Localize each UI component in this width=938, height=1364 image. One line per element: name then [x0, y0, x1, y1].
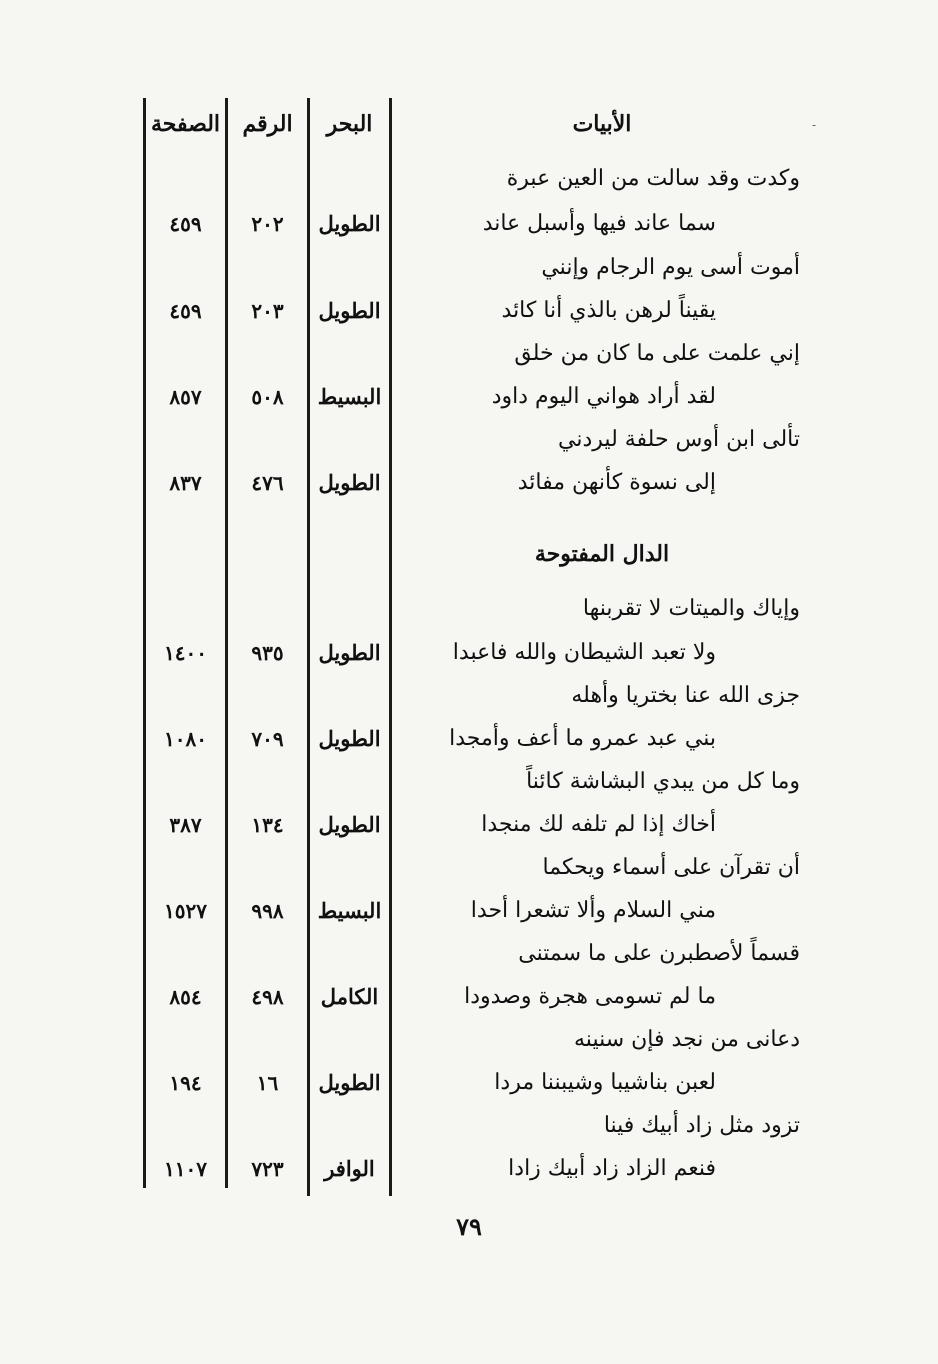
verse-line-first: أن تقرآن على أسماء ويحكما [542, 855, 800, 880]
verse-line-first: وإياك والميتات لا تقربنها [582, 596, 800, 621]
raqm-cell: ٢٠٢ [251, 212, 284, 236]
safha-cell: ١١٠٧ [164, 1157, 207, 1181]
header-bahr: البحر [326, 111, 373, 137]
page-number: ٧٩ [456, 1212, 482, 1241]
safha-cell: ٤٥٩ [169, 299, 202, 323]
raqm-cell: ٧٠٩ [251, 727, 284, 751]
bahr-cell: الكامل [320, 984, 379, 1009]
verse-line-first: دعانى من نجد فإن سنينه [574, 1027, 800, 1052]
bahr-cell: البسيط [317, 384, 382, 409]
verse-line-second: ما لم تسومى هجرة وصدودا [464, 984, 716, 1009]
safha-cell: ٨٥٧ [169, 385, 202, 409]
raqm-cell: ١٦ [256, 1071, 279, 1095]
verse-line-second: سما عاند فيها وأسبل عاند [482, 211, 716, 236]
safha-cell: ٨٥٤ [169, 985, 202, 1009]
bahr-cell: الطويل [318, 470, 381, 495]
header-raqm: الرقم [242, 111, 293, 137]
raqm-cell: ٤٧٦ [251, 471, 284, 495]
verse-line-second: فنعم الزاد زاد أبيك زادا [508, 1156, 716, 1181]
bahr-cell: البسيط [317, 898, 382, 923]
header-abyat: الأبيات [572, 111, 632, 137]
verse-line-first: قسماً لأصطبرن على ما سمتنى [518, 941, 800, 966]
safha-cell: ١٤٠٠ [164, 641, 207, 665]
margin-mark: - [812, 118, 817, 132]
verse-line-second: إلى نسوة كأنهن مفائد [517, 470, 716, 495]
header-safha: الصفحة [150, 111, 221, 137]
verse-line-first: إني علمت على ما كان من خلق [514, 341, 800, 366]
verse-line-first: أموت أسى يوم الرجام وإنني [541, 255, 800, 280]
verse-line-first: تألى ابن أوس حلفة ليردني [558, 427, 800, 452]
raqm-cell: ٥٠٨ [251, 385, 284, 409]
verse-line-second: ولا تعبد الشيطان والله فاعبدا [452, 640, 716, 665]
safha-cell: ١٩٤ [169, 1071, 202, 1095]
bahr-cell: الطويل [318, 640, 381, 665]
safha-cell: ١٠٨٠ [164, 727, 207, 751]
bahr-cell: الوافر [324, 1156, 375, 1181]
verse-line-second: أخاك إذا لم تلفه لك منجدا [481, 812, 716, 837]
verse-line-second: يقيناً لرهن بالذي أنا كائد [501, 298, 716, 323]
bahr-cell: الطويل [318, 1070, 381, 1095]
safha-cell: ١٥٢٧ [164, 899, 207, 923]
raqm-cell: ٩٩٨ [251, 899, 284, 923]
column-divider [389, 98, 392, 1196]
section-title: الدال المفتوحة [534, 541, 670, 567]
raqm-cell: ٢٠٣ [251, 299, 284, 323]
bahr-cell: الطويل [318, 211, 381, 236]
verse-line-second: مني السلام وألا تشعرا أحدا [470, 898, 716, 923]
verse-line-second: بني عبد عمرو ما أعف وأمجدا [449, 726, 716, 751]
verse-line-first: تزود مثل زاد أبيك فينا [603, 1113, 800, 1138]
safha-cell: ٤٥٩ [169, 212, 202, 236]
verse-line-first: وكدت وقد سالت من العين عبرة [506, 166, 800, 191]
raqm-cell: ٧٢٣ [251, 1157, 284, 1181]
verse-line-first: وما كل من يبدي البشاشة كائناً [526, 769, 800, 794]
safha-cell: ٨٣٧ [169, 471, 202, 495]
raqm-cell: ٩٣٥ [251, 641, 284, 665]
bahr-cell: الطويل [318, 298, 381, 323]
verse-line-second: لعبن بناشيبا وشيبننا مردا [494, 1070, 716, 1095]
raqm-cell: ١٣٤ [251, 813, 284, 837]
verse-line-first: جزى الله عنا بختريا وأهله [571, 683, 800, 708]
bahr-cell: الطويل [318, 726, 381, 751]
safha-cell: ٣٨٧ [169, 813, 202, 837]
bahr-cell: الطويل [318, 812, 381, 837]
raqm-cell: ٤٩٨ [251, 985, 284, 1009]
verse-line-second: لقد أراد هواني اليوم داود [491, 384, 716, 409]
